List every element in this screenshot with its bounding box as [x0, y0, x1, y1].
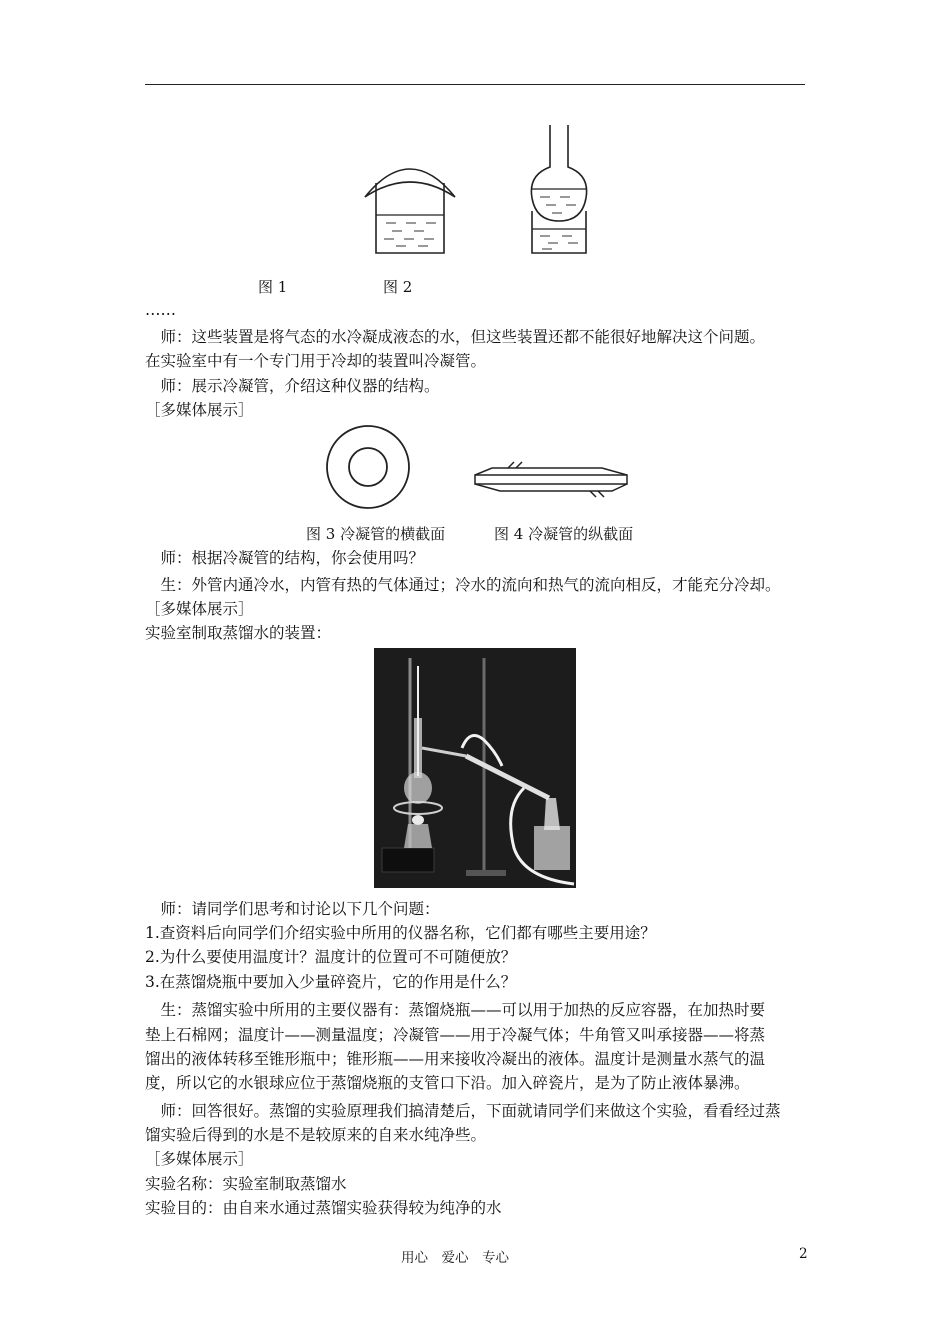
- figure-2-caption: 图 2: [383, 278, 413, 296]
- figure-1-caption: 图 1: [258, 278, 288, 296]
- paragraph: 师：回答很好。蒸馏的实验原理我们搞清楚后，下面就请同学们来做这个实验，看看经过蒸: [145, 1102, 781, 1120]
- paragraph: 1.查资料后向同学们介绍实验中所用的仪器名称，它们都有哪些主要用途？: [145, 924, 656, 942]
- ellipsis: ……: [145, 301, 176, 319]
- paragraph: ［多媒体展示］: [145, 1150, 254, 1168]
- paragraph: 实验室制取蒸馏水的装置：: [145, 624, 332, 642]
- paragraph: 师：展示冷凝管，介绍这种仪器的结构。: [145, 377, 440, 395]
- paragraph: 馏实验后得到的水是不是较原来的自来水纯净些。: [145, 1126, 487, 1144]
- distillation-apparatus-photo: [374, 648, 576, 888]
- paragraph: 实验目的：由自来水通过蒸馏实验获得较为纯净的水: [145, 1199, 502, 1217]
- header-rule: [145, 84, 805, 85]
- paragraph: 在实验室中有一个专门用于冷却的装置叫冷凝管。: [145, 352, 487, 370]
- paragraph: 度，所以它的水银球应位于蒸馏烧瓶的支管口下沿。加入碎瓷片，是为了防止液体暴沸。: [145, 1074, 750, 1092]
- paragraph: 师：根据冷凝管的结构，你会使用吗？: [145, 549, 425, 567]
- figure-3-condenser-cross-section: [325, 424, 411, 510]
- paragraph: ［多媒体展示］: [145, 600, 254, 618]
- paragraph: 生：外管内通冷水，内管有热的气体通过；冷水的流向和热气的流向相反，才能充分冷却。: [145, 576, 781, 594]
- paragraph: 生：蒸馏实验中所用的主要仪器有：蒸馏烧瓶——可以用于加热的反应容器，在加热时要: [145, 1001, 766, 1019]
- figure-3-caption: 图 3 冷凝管的横截面: [306, 525, 446, 543]
- paragraph: 3.在蒸馏烧瓶中要加入少量碎瓷片，它的作用是什么？: [145, 973, 517, 991]
- paragraph: 实验名称：实验室制取蒸馏水: [145, 1175, 347, 1193]
- paragraph: 馏出的液体转移至锥形瓶中；锥形瓶——用来接收冷凝出的液体。温度计是测量水蒸气的温: [145, 1050, 766, 1068]
- footer-motto: 用心 爱心 专心: [401, 1250, 509, 1266]
- page-number: 2: [799, 1246, 808, 1262]
- paragraph: 垫上石棉网；温度计——测量温度；冷凝管——用于冷凝气体；牛角管又叫承接器——将蒸: [145, 1026, 766, 1044]
- figure-4-caption: 图 4 冷凝管的纵截面: [494, 525, 634, 543]
- figure-4-condenser-longitudinal-section: [472, 460, 632, 500]
- paragraph: 2.为什么要使用温度计？温度计的位置可不可随便放？: [145, 948, 517, 966]
- figure-2-flask-over-beaker: [524, 123, 594, 258]
- paragraph: 师：请同学们思考和讨论以下几个问题：: [145, 900, 440, 918]
- paragraph: ［多媒体展示］: [145, 401, 254, 419]
- paragraph: 师：这些装置是将气态的水冷凝成液态的水，但这些装置还都不能很好地解决这个问题。: [145, 328, 766, 346]
- figure-1-beaker-with-watch-glass: [362, 155, 458, 257]
